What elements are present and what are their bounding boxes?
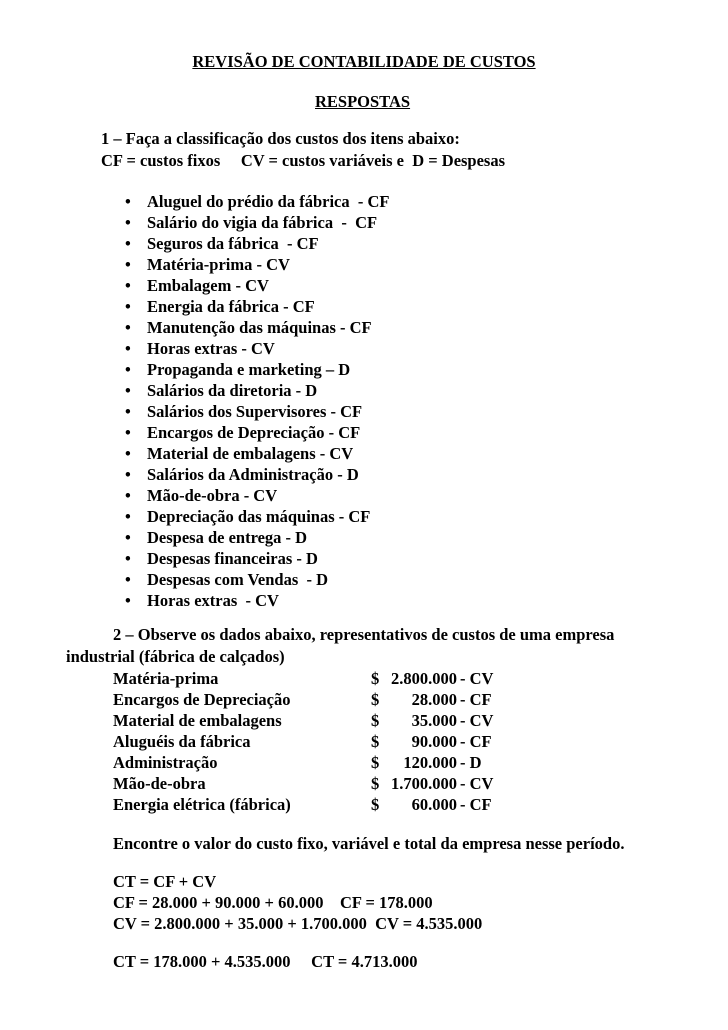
currency-symbol: $ — [371, 795, 380, 814]
cost-row: Mão-de-obra $ 1.700.000 - CV — [113, 774, 494, 793]
bullet-icon: • — [125, 339, 131, 358]
cost-row: Administração $ 120.000 - D — [113, 753, 482, 772]
list-item: • Aluguel do prédio da fábrica - CF — [125, 192, 390, 211]
cost-row: Aluguéis da fábrica $ 90.000 - CF — [113, 732, 492, 751]
bullet-icon: • — [125, 402, 131, 421]
bullet-icon: • — [125, 570, 131, 589]
list-item: • Embalagem - CV — [125, 276, 269, 295]
list-item: • Seguros da fábrica - CF — [125, 234, 319, 253]
classification-list — [125, 191, 389, 611]
cost-row: Encargos de Depreciação $ 28.000 - CF — [113, 690, 492, 709]
question-1-heading: 1 – Faça a classificação dos custos dos itens abaixo: — [101, 129, 460, 148]
bullet-icon: • — [125, 255, 131, 274]
list-item: • Despesas com Vendas - D — [125, 570, 329, 589]
bullet-icon: • — [125, 444, 131, 463]
list-item: • Propaganda e marketing – D — [125, 360, 351, 379]
formula-line: CV = 2.800.000 + 35.000 + 1.700.000 CV = 4.535.000 — [113, 914, 483, 933]
cost-row: Matéria-prima $ 2.800.000 - CV — [113, 669, 494, 688]
bullet-icon: • — [125, 234, 131, 253]
list-item: • Despesas financeiras - D — [125, 549, 318, 568]
bullet-icon: • — [125, 465, 131, 484]
list-item: • Despesa de entrega - D — [125, 528, 308, 547]
question-2-heading-continued: industrial (fábrica de calçados) — [66, 647, 285, 666]
cost-row: Material de embalagens $ 35.000 - CV — [113, 711, 494, 730]
question-1-legend: CF = custos fixos CV = custos variáveis e D = Despesas — [101, 151, 506, 170]
list-item: • Mão-de-obra - CV — [125, 486, 278, 505]
bullet-icon: • — [125, 192, 131, 211]
bullet-icon: • — [125, 423, 131, 442]
currency-symbol: $ — [371, 711, 380, 730]
list-item: • Encargos de Depreciação - CF — [125, 423, 361, 442]
bullet-icon: • — [125, 318, 131, 337]
bullet-icon: • — [125, 528, 131, 547]
bullet-icon: • — [125, 276, 131, 295]
instruction-text: Encontre o valor do custo fixo, variável e total da empresa nesse período. — [113, 834, 625, 853]
list-item: • Horas extras - CV — [125, 591, 279, 610]
currency-symbol: $ — [371, 774, 380, 793]
formula-line: CT = CF + CV — [113, 872, 217, 891]
page-title: REVISÃO DE CONTABILIDADE DE CUSTOS — [192, 52, 536, 71]
list-item: • Salários dos Supervisores - CF — [125, 402, 363, 421]
list-item: • Energia da fábrica - CF — [125, 297, 315, 316]
page-subtitle: RESPOSTAS — [315, 92, 411, 111]
bullet-icon: • — [125, 591, 131, 610]
currency-symbol: $ — [371, 732, 380, 751]
list-item: • Depreciação das máquinas - CF — [125, 507, 371, 526]
bullet-icon: • — [125, 507, 131, 526]
bullet-icon: • — [125, 486, 131, 505]
bullet-icon: • — [125, 360, 131, 379]
list-item: • Manutenção das máquinas - CF — [125, 318, 372, 337]
bullet-icon: • — [125, 213, 131, 232]
list-item: • Horas extras - CV — [125, 339, 275, 358]
question-2-heading: 2 – Observe os dados abaixo, representativos de custos de uma empresa — [113, 625, 615, 644]
bullet-icon: • — [125, 381, 131, 400]
bullet-icon: • — [125, 549, 131, 568]
list-item: • Material de embalagens - CV — [125, 444, 354, 463]
currency-symbol: $ — [371, 690, 380, 709]
bullet-icon: • — [125, 297, 131, 316]
currency-symbol: $ — [371, 753, 380, 772]
list-item: • Salário do vigia da fábrica - CF — [125, 213, 378, 232]
list-item: • Salários da Administração - D — [125, 465, 359, 484]
list-item: • Salários da diretoria - D — [125, 381, 318, 400]
formula-line: CF = 28.000 + 90.000 + 60.000 CF = 178.000 — [113, 893, 433, 912]
currency-symbol: $ — [371, 669, 380, 688]
total-cost-result: CT = 178.000 + 4.535.000 CT = 4.713.000 — [113, 952, 418, 971]
cost-row: Energia elétrica (fábrica) $ 60.000 - CF — [113, 795, 492, 814]
list-item: • Matéria-prima - CV — [125, 255, 290, 274]
